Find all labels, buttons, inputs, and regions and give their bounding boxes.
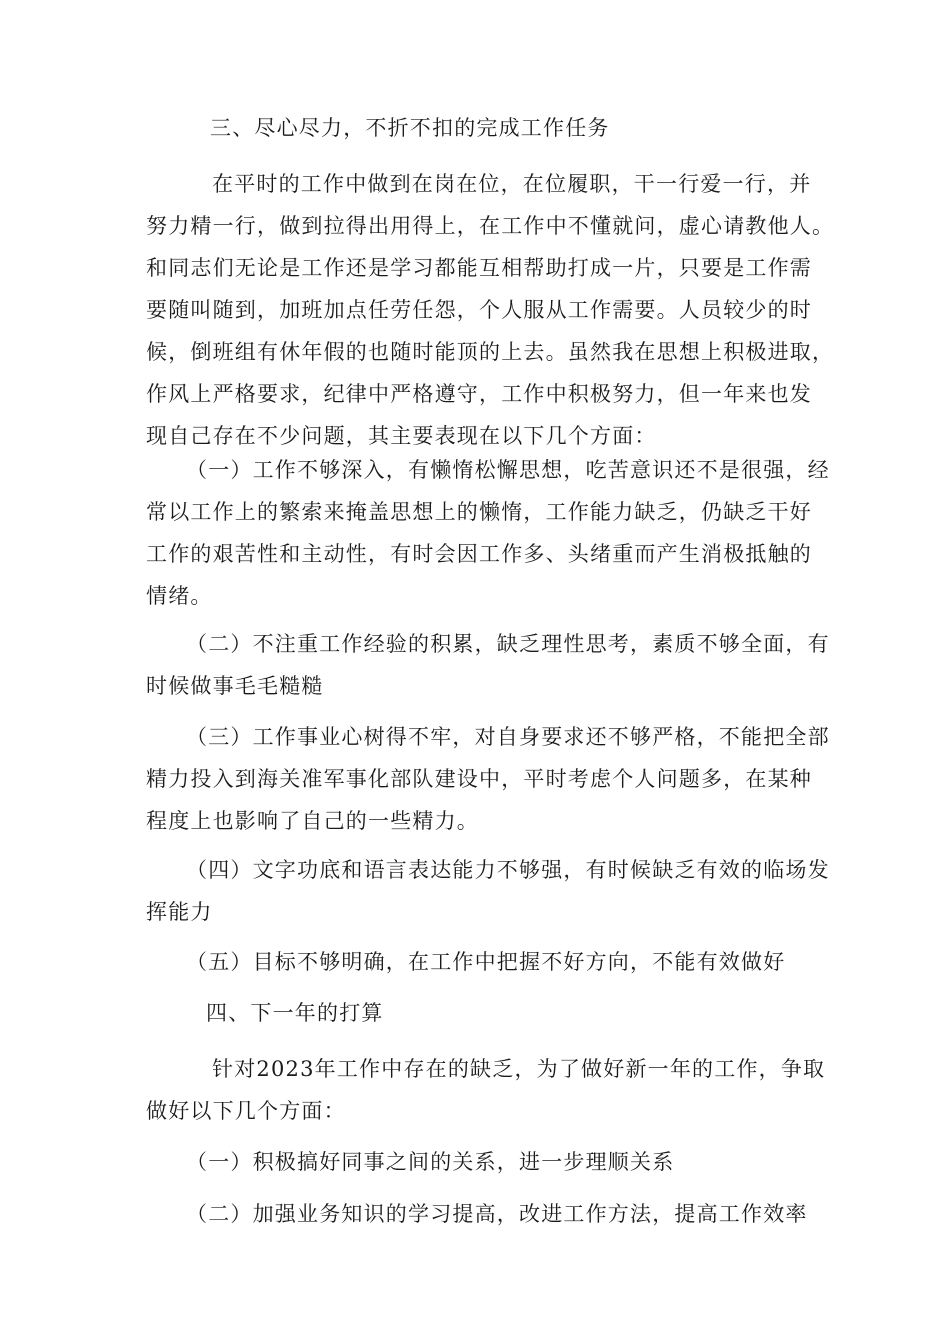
- section4-para-line: 针对2023年工作中存在的缺乏，为了做好新一年的工作，争取: [212, 1057, 826, 1081]
- problem-item-3-line: （三）工作事业心树得不牢，对自身要求还不够严格，不能把全部: [186, 725, 830, 749]
- section3-para-line: 候，倒班组有休年假的也随时能顶的上去。虽然我在思想上积极进取，: [146, 340, 835, 364]
- problem-item-4-line: 挥能力: [146, 900, 213, 924]
- plan-item-2: （二）加强业务知识的学习提高，改进工作方法，提高工作效率: [186, 1202, 808, 1226]
- problem-item-1-line: 常以工作上的繁索来掩盖思想上的懒惰，工作能力缺乏，仍缺乏干好: [146, 500, 812, 524]
- section3-para-line: 在平时的工作中做到在岗在位，在位履职，干一行爱一行，并: [212, 172, 812, 196]
- problem-item-1-line: （一）工作不够深入，有懒惰松懈思想，吃苦意识还不是很强，经: [186, 458, 830, 482]
- plan-item-1: （一）积极搞好同事之间的关系，进一步理顺关系: [186, 1150, 675, 1174]
- section3-para-line: 现自己存在不少问题，其主要表现在以下几个方面：: [146, 424, 657, 448]
- problem-item-1-line: 工作的艰苦性和主动性，有时会因工作多、头绪重而产生消极抵触的: [146, 542, 812, 566]
- problem-item-3-line: 精力投入到海关准军事化部队建设中，平时考虑个人问题多，在某种: [146, 767, 812, 791]
- section3-heading: 三、尽心尽力，不折不扣的完成工作任务: [210, 116, 610, 140]
- section3-para-line: 作风上严格要求，纪律中严格遵守，工作中积极努力，但一年来也发: [146, 382, 812, 406]
- problem-item-3-line: 程度上也影响了自己的一些精力。: [146, 809, 479, 833]
- problem-item-2-line: 时候做事毛毛糙糙: [146, 674, 324, 698]
- section4-para-line: 做好以下几个方面：: [146, 1099, 346, 1123]
- problem-item-2-line: （二）不注重工作经验的积累，缺乏理性思考，素质不够全面，有: [186, 632, 830, 656]
- section3-para-line: 和同志们无论是工作还是学习都能互相帮助打成一片，只要是工作需: [146, 256, 812, 280]
- problem-item-4-line: （四）文字功底和语言表达能力不够强，有时候缺乏有效的临场发: [186, 858, 830, 882]
- problem-item-1-line: 情绪。: [146, 584, 213, 608]
- problem-item-5: （五）目标不够明确，在工作中把握不好方向，不能有效做好: [186, 950, 786, 974]
- section3-para-line: 要随叫随到，加班加点任劳任怨，个人服从工作需要。人员较少的时: [146, 298, 812, 322]
- section3-para-line: 努力精一行，做到拉得出用得上，在工作中不懂就问，虚心请教他人。: [146, 214, 835, 238]
- section4-heading: 四、下一年的打算: [206, 1001, 384, 1025]
